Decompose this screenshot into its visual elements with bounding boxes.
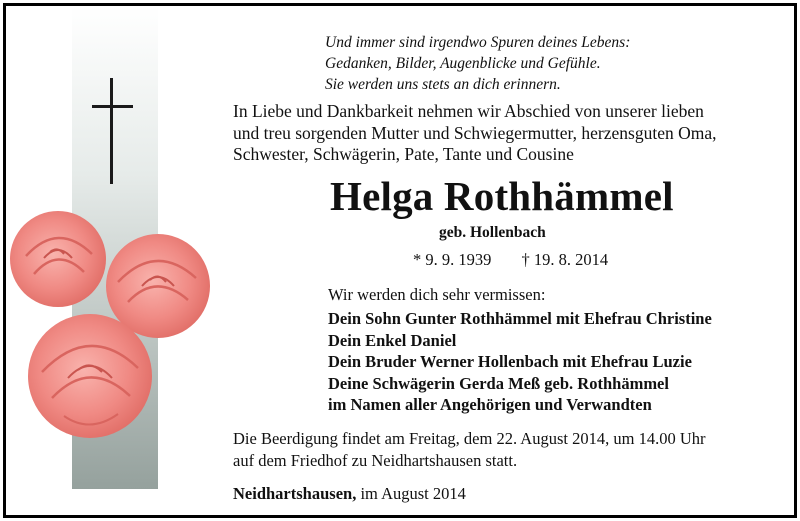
mourner-line: Dein Enkel Daniel xyxy=(328,330,457,350)
mourner-line: Dein Bruder Werner Hollenbach mit Ehefrau Luzie xyxy=(328,352,692,371)
quote-line: Und immer sind irgendwo Spuren deines Lebens: xyxy=(325,34,631,51)
rose-top-right xyxy=(106,234,210,338)
funeral-line: Die Beerdigung findet am Freitag, dem 22. August 2014, um 14.00 Uhr xyxy=(233,429,706,448)
mourner-line: Dein Sohn Gunter Rothhämmel mit Ehefrau Christine xyxy=(328,309,712,328)
funeral-line: auf dem Friedhof zu Neidhartshausen statt. xyxy=(233,450,518,470)
funeral-details xyxy=(233,428,705,471)
closing-place: Neidhartshausen, xyxy=(233,484,357,503)
intro-line: Schwester, Schwägerin, Pate, Tante und Cousine xyxy=(233,144,574,164)
rose-top-left xyxy=(10,211,106,307)
intro-line: und treu sorgenden Mutter und Schwiegermutter, herzensguten Oma, xyxy=(233,122,717,143)
maiden-name: geb. Hollenbach xyxy=(439,224,546,241)
closing-date: im August 2014 xyxy=(360,484,466,503)
death-date: † 19. 8. 2014 xyxy=(521,250,609,269)
birth-date: * 9. 9. 1939 xyxy=(413,250,492,269)
mourners-list xyxy=(328,308,712,416)
quote-line: Gedanken, Bilder, Augenblicke und Gefühle. xyxy=(325,55,601,72)
rose-bottom xyxy=(28,314,152,438)
memorial-quote xyxy=(325,32,630,95)
mourner-line: im Namen aller Angehörigen und Verwandten xyxy=(328,395,652,414)
quote-line: Sie werden uns stets an dich erinnern. xyxy=(325,76,561,93)
mourners-heading: Wir werden dich sehr vermissen: xyxy=(328,285,546,304)
mourner-line: Deine Schwägerin Gerda Meß geb. Rothhämmel xyxy=(328,373,669,393)
intro-text xyxy=(233,101,717,166)
decorative-artwork xyxy=(6,6,236,518)
intro-line: In Liebe und Dankbarkeit nehmen wir Abschied von unserer lieben xyxy=(233,101,704,121)
obituary-notice xyxy=(3,3,797,518)
deceased-name: Helga Rothhämmel xyxy=(330,173,674,219)
life-dates xyxy=(413,250,608,270)
closing-line xyxy=(233,484,466,504)
